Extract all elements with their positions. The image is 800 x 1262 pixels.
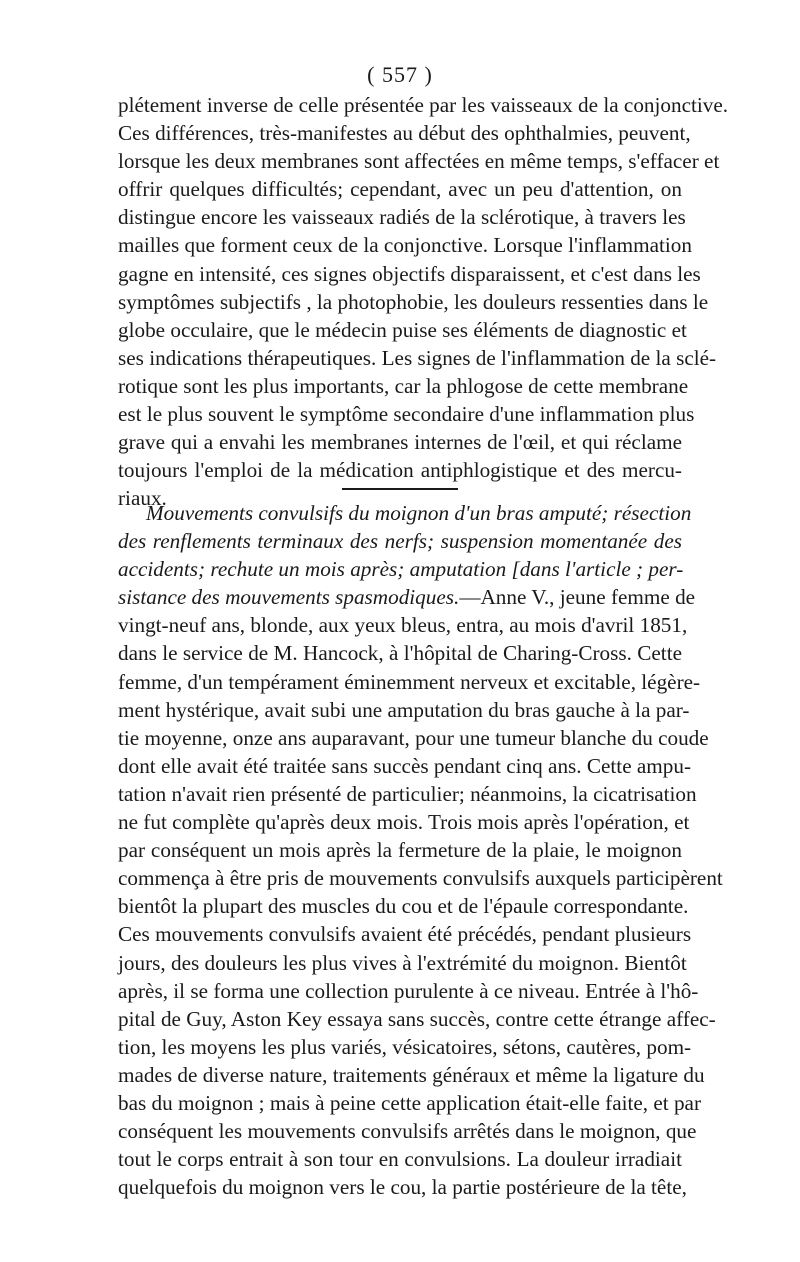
text-line: plétement inverse de celle présentée par les vaisseaux de la conjonctive.: [118, 93, 729, 117]
case-title-line: Mouvements convulsifs du moignon d'un bras amputé; résection: [146, 501, 692, 525]
text-line: distingue encore les vaisseaux radiés de la sclérotique, à travers les: [118, 205, 686, 230]
text-line: est le plus souvent le symptôme secondaire d'une inflammation plus: [118, 402, 695, 427]
text-line: offrir quelques difficultés; cependant, avec un peu d'attention, on: [118, 177, 682, 202]
text-line: gagne en intensité, ces signes objectifs disparaissent, et c'est dans les: [118, 261, 701, 286]
case-title-tail: sistance des mouvements spasmodiques.: [118, 585, 460, 610]
text-line: lorsque les deux membranes sont affectées en même temps, s'effacer et: [118, 149, 720, 174]
text-line: grave qui a envahi les membranes internes de l'œil, et qui réclame: [118, 430, 682, 455]
text-line: riaux.: [118, 486, 167, 511]
text-line: bientôt la plupart des muscles du cou et de l'épaule correspondante.: [118, 894, 689, 919]
section-separator: [342, 488, 458, 490]
text-line: tout le corps entrait à son tour en convulsions. La douleur irradiait: [118, 1147, 682, 1172]
text-line: tion, les moyens les plus variés, vésicatoires, sétons, cautères, pom-: [118, 1034, 692, 1059]
text-line: quelquefois du moignon vers le cou, la partie postérieure de la tête,: [118, 1175, 687, 1200]
text-line: vingt-neuf ans, blonde, aux yeux bleus, entra, au mois d'avril 1851,: [118, 613, 688, 638]
case-title-line: accidents; rechute un mois après; amputation [dans l'article ; per-: [118, 557, 684, 582]
text-line: Ces différences, très-manifestes au début des ophthalmies, peuvent,: [118, 121, 691, 146]
text-line: toujours l'emploi de la médication antiphlogistique et des mercu-: [118, 458, 682, 483]
text-line: ne fut complète qu'après deux mois. Trois mois après l'opération, et: [118, 810, 690, 835]
text-line: dans le service de M. Hancock, à l'hôpital de Charing-Cross. Cette: [118, 641, 682, 666]
text-line: Ces mouvements convulsifs avaient été précédés, pendant plusieurs: [118, 922, 692, 947]
text-line: mailles que forment ceux de la conjonctive. Lorsque l'inflammation: [118, 233, 692, 258]
text-line: tation n'avait rien présenté de particulier; néanmoins, la cicatrisation: [118, 781, 697, 806]
text-line: bas du moignon ; mais à peine cette application était-elle faite, et par: [118, 1090, 702, 1115]
text-line: après, il se forma une collection purulente à ce niveau. Entrée à l'hô-: [118, 978, 699, 1003]
case-title-line: des renflements terminaux des nerfs; suspension momentanée des: [118, 529, 682, 554]
text-line: globe occulaire, que le médecin puise ses éléments de diagnostic et: [118, 317, 687, 342]
case-text-start: —Anne V., jeune femme de: [459, 585, 696, 610]
text-line: commença à être pris de mouvements convulsifs auxquels participèrent: [118, 866, 723, 891]
text-line: ses indications thérapeutiques. Les signes de l'inflammation de la sclé-: [118, 345, 717, 370]
text-line: par conséquent un mois après la fermeture de la plaie, le moignon: [118, 838, 682, 863]
text-line: femme, d'un tempérament éminemment nerveux et excitable, légère-: [118, 669, 701, 694]
page-number: ( 557 ): [367, 62, 433, 87]
paragraph-mouvements-convulsifs: [118, 499, 723, 1201]
paragraph-sclerotique: [118, 91, 729, 512]
text-line: ment hystérique, avait subi une amputation du bras gauche à la par-: [118, 697, 690, 722]
text-line: jours, des douleurs les plus vives à l'extrémité du moignon. Bientôt: [118, 950, 687, 975]
text-line: tie moyenne, onze ans auparavant, pour une tumeur blanche du coude: [118, 725, 709, 750]
text-line: conséquent les mouvements convulsifs arrêtés dans le moignon, que: [118, 1119, 697, 1144]
text-line: mades de diverse nature, traitements généraux et même la ligature du: [118, 1062, 705, 1087]
text-line: dont elle avait été traitée sans succès pendant cinq ans. Cette ampu-: [118, 753, 692, 778]
text-line: rotique sont les plus importants, car la phlogose de cette membrane: [118, 373, 689, 398]
text-line: pital de Guy, Aston Key essaya sans succès, contre cette étrange affec-: [118, 1006, 716, 1031]
text-line-mixed: [118, 583, 696, 611]
text-line: symptômes subjectifs , la photophobie, les douleurs ressenties dans le: [118, 289, 709, 314]
